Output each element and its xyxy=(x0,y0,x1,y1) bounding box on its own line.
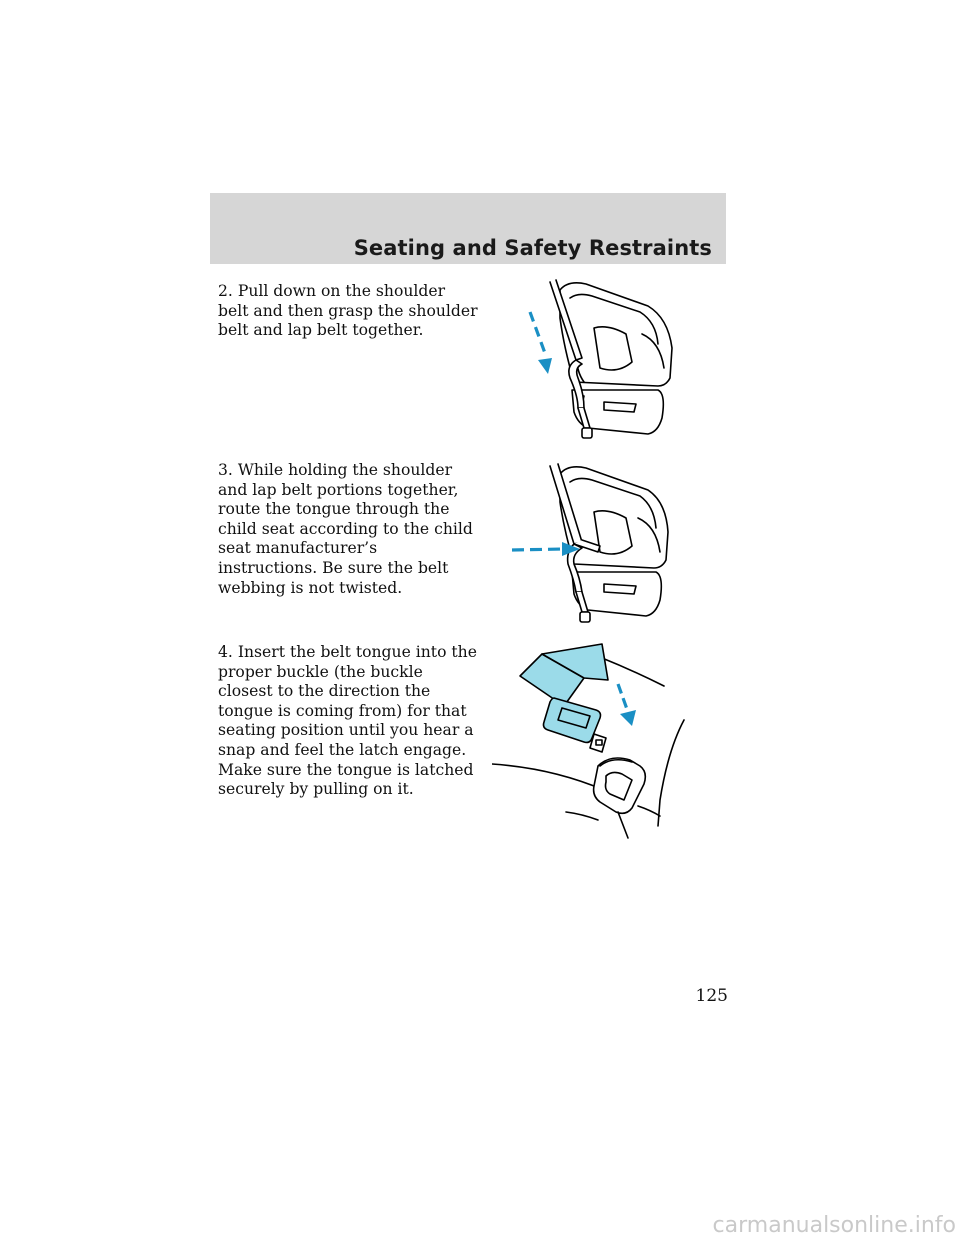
child-seat-pull-down-illustration xyxy=(508,278,688,448)
section-header-band xyxy=(210,193,726,264)
step-4-text: 4. Insert the belt tongue into the proper buckle (the buckle closest to the direction the tongue is coming from) for that seating position until you hear a snap and feel the latch engage. Make sure the tongue is latched securely by pulling on it. xyxy=(218,643,477,799)
buckle-insert-illustration xyxy=(492,640,692,840)
page-number: 125 xyxy=(695,986,728,1006)
child-seat-route-tongue-illustration xyxy=(508,460,688,630)
section-title: Seating and Safety Restraints xyxy=(353,236,712,260)
step-3-text: 3. While holding the shoulder and lap belt portions together, route the tongue through the child seat according to the child seat manufacturer’s instructions. Be sure the belt webbing is not twisted. xyxy=(218,461,473,597)
step-2-text: 2. Pull down on the shoulder belt and then grasp the shoulder belt and lap belt together. xyxy=(218,282,478,340)
watermark: carmanualsonline.info xyxy=(712,1213,956,1238)
